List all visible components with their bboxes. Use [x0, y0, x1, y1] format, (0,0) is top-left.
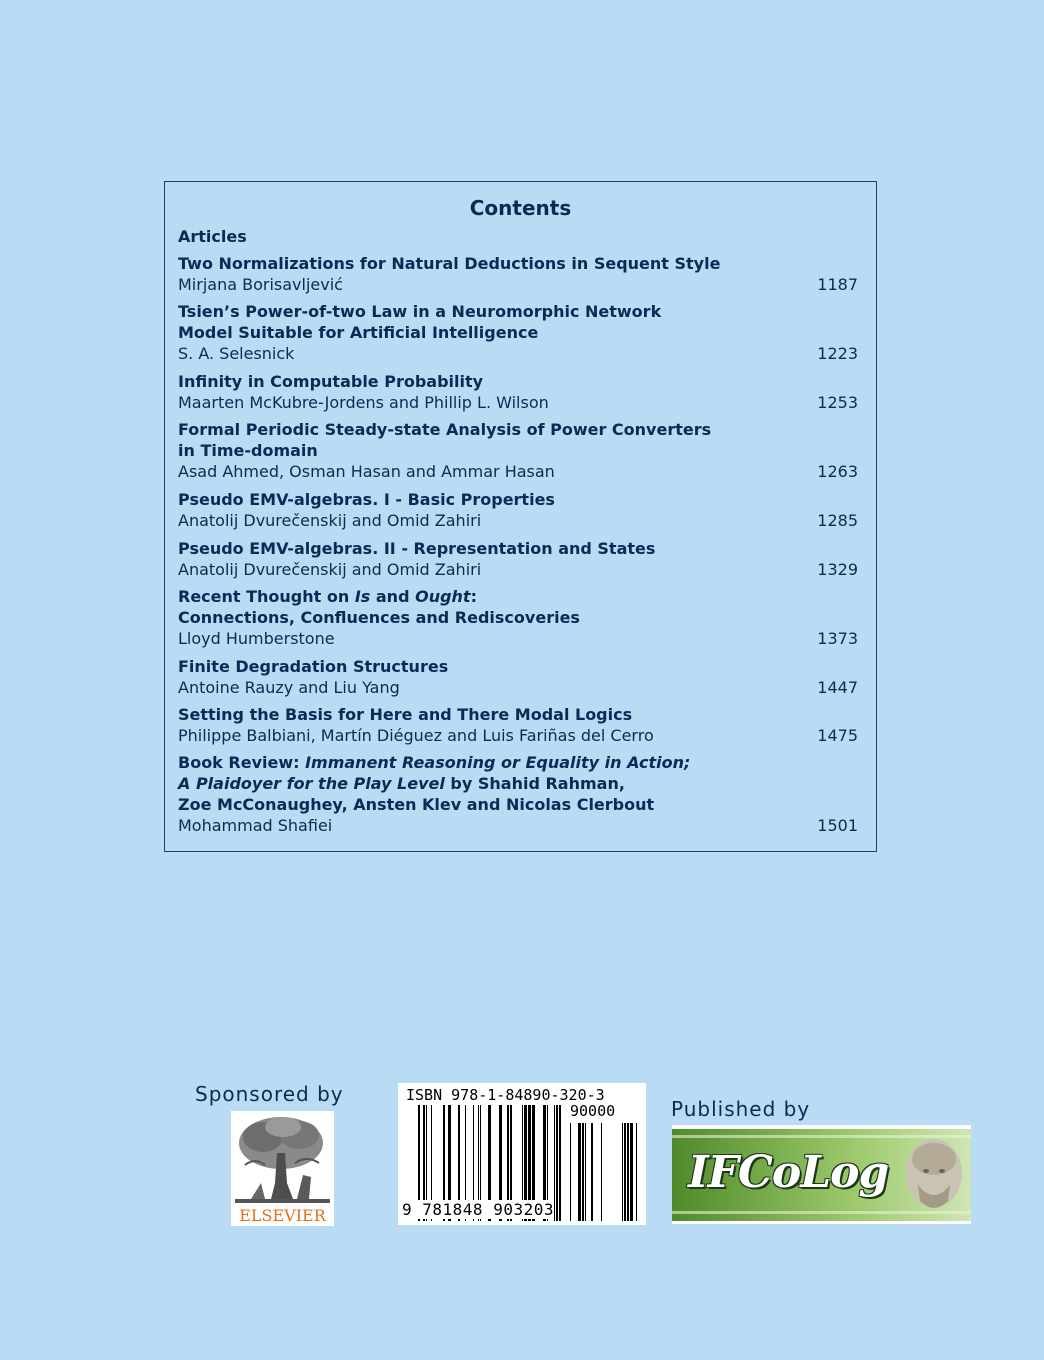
- entry-title-line2: in Time-domain: [178, 441, 318, 460]
- entry-title: Pseudo EMV-algebras. II - Representation and States: [178, 539, 656, 558]
- entry-title-part: and: [370, 587, 416, 606]
- published-by-label: Published by: [671, 1097, 811, 1121]
- entry-title-line2: [178, 773, 858, 794]
- entry-page: 1329: [817, 560, 858, 579]
- elsevier-wordmark: ELSEVIER: [239, 1206, 326, 1225]
- entry-title-line1: [178, 752, 858, 773]
- entry-title-line2: Model Suitable for Artificial Intelligence: [178, 323, 539, 342]
- section-label-articles: Articles: [178, 227, 247, 246]
- toc-entry[interactable]: [178, 253, 858, 295]
- entry-title-line1: Tsien’s Power-of-two Law in a Neuromorphic Network: [178, 302, 662, 321]
- tree-icon: [231, 1113, 334, 1205]
- entry-title: Two Normalizations for Natural Deductions in Sequent Style: [178, 254, 721, 273]
- entry-authors: Mohammad Shafiei: [178, 816, 333, 835]
- entry-authors: Mirjana Borisavljević: [178, 275, 343, 294]
- toc-entry[interactable]: [178, 704, 858, 746]
- entry-author-row: [178, 725, 858, 746]
- entry-page: 1263: [817, 462, 858, 481]
- toc-entry[interactable]: [178, 301, 858, 364]
- toc-entry[interactable]: [178, 538, 858, 580]
- entry-title-line2: Connections, Confluences and Rediscoveries: [178, 608, 580, 627]
- ifcolog-logo: [672, 1125, 971, 1224]
- isbn-barcode: [398, 1083, 646, 1225]
- toc-entry[interactable]: [178, 586, 858, 649]
- entry-authors: Anatolij Dvurečenskij and Omid Zahiri: [178, 511, 482, 530]
- toc-entry[interactable]: [178, 656, 858, 698]
- toc-entry[interactable]: [178, 489, 858, 531]
- entry-author-row: [178, 392, 858, 413]
- entry-title-line3: Zoe McConaughey, Ansten Klev and Nicolas Clerbout: [178, 795, 655, 814]
- entry-title-italic-ought: Ought: [415, 587, 471, 606]
- entry-author-row: [178, 559, 858, 580]
- entry-title-part: :: [470, 587, 477, 606]
- entry-page: 1447: [817, 678, 858, 697]
- contents-box: [164, 181, 877, 852]
- isbn-addon-text: 90000: [570, 1102, 616, 1120]
- entry-author-row: [178, 628, 858, 649]
- entry-authors: Asad Ahmed, Osman Hasan and Ammar Hasan: [178, 462, 555, 481]
- entry-title-part: by Shahid Rahman,: [444, 774, 625, 793]
- contents-title: Contents: [469, 196, 572, 220]
- entry-title-line1: Formal Periodic Steady-state Analysis of Power Converters: [178, 420, 712, 439]
- ifcolog-wordmark: IFCoLog: [688, 1147, 889, 1198]
- entry-title: Infinity in Computable Probability: [178, 372, 484, 391]
- barcode-digits: 9 781848 903203: [402, 1200, 554, 1219]
- entry-page: 1501: [817, 816, 858, 835]
- entry-title-part: Recent Thought on: [178, 587, 355, 606]
- entry-author-row: [178, 677, 858, 698]
- entry-authors: Antoine Rauzy and Liu Yang: [178, 678, 400, 697]
- toc-entry[interactable]: [178, 419, 858, 482]
- entry-title: Finite Degradation Structures: [178, 657, 449, 676]
- entry-title: Setting the Basis for Here and There Modal Logics: [178, 705, 633, 724]
- entry-author-row: [178, 343, 858, 364]
- entry-title-italic-is: Is: [354, 587, 371, 606]
- entry-title: Pseudo EMV-algebras. I - Basic Properties: [178, 490, 555, 509]
- entry-title-italic: A Plaidoyer for the Play Level: [178, 774, 445, 793]
- entry-authors: Anatolij Dvurečenskij and Omid Zahiri: [178, 560, 482, 579]
- entry-title-italic: Immanent Reasoning or Equality in Action;: [305, 753, 691, 772]
- entry-author-row: [178, 461, 858, 482]
- entry-page: 1373: [817, 629, 858, 648]
- isbn-text: ISBN 978-1-84890-320-3: [406, 1086, 605, 1104]
- entry-page: 1253: [817, 393, 858, 412]
- entry-page: 1285: [817, 511, 858, 530]
- entry-title-part: Book Review:: [178, 753, 306, 772]
- entry-authors: S. A. Selesnick: [178, 344, 295, 363]
- entry-authors: Lloyd Humberstone: [178, 629, 335, 648]
- entry-page: 1223: [817, 344, 858, 363]
- elsevier-logo: [231, 1111, 334, 1226]
- entry-page: 1187: [817, 275, 858, 294]
- entry-authors: Maarten McKubre-Jordens and Phillip L. Wilson: [178, 393, 549, 412]
- entry-title-line1: [178, 586, 858, 607]
- sponsored-by-label: Sponsored by: [195, 1082, 344, 1106]
- toc-entry[interactable]: [178, 752, 858, 836]
- entry-author-row: [178, 815, 858, 836]
- entry-page: 1475: [817, 726, 858, 745]
- entry-author-row: [178, 274, 858, 295]
- entry-author-row: [178, 510, 858, 531]
- toc-entry[interactable]: [178, 371, 858, 413]
- entry-authors: Philippe Balbiani, Martín Diéguez and Luis Fariñas del Cerro: [178, 726, 654, 745]
